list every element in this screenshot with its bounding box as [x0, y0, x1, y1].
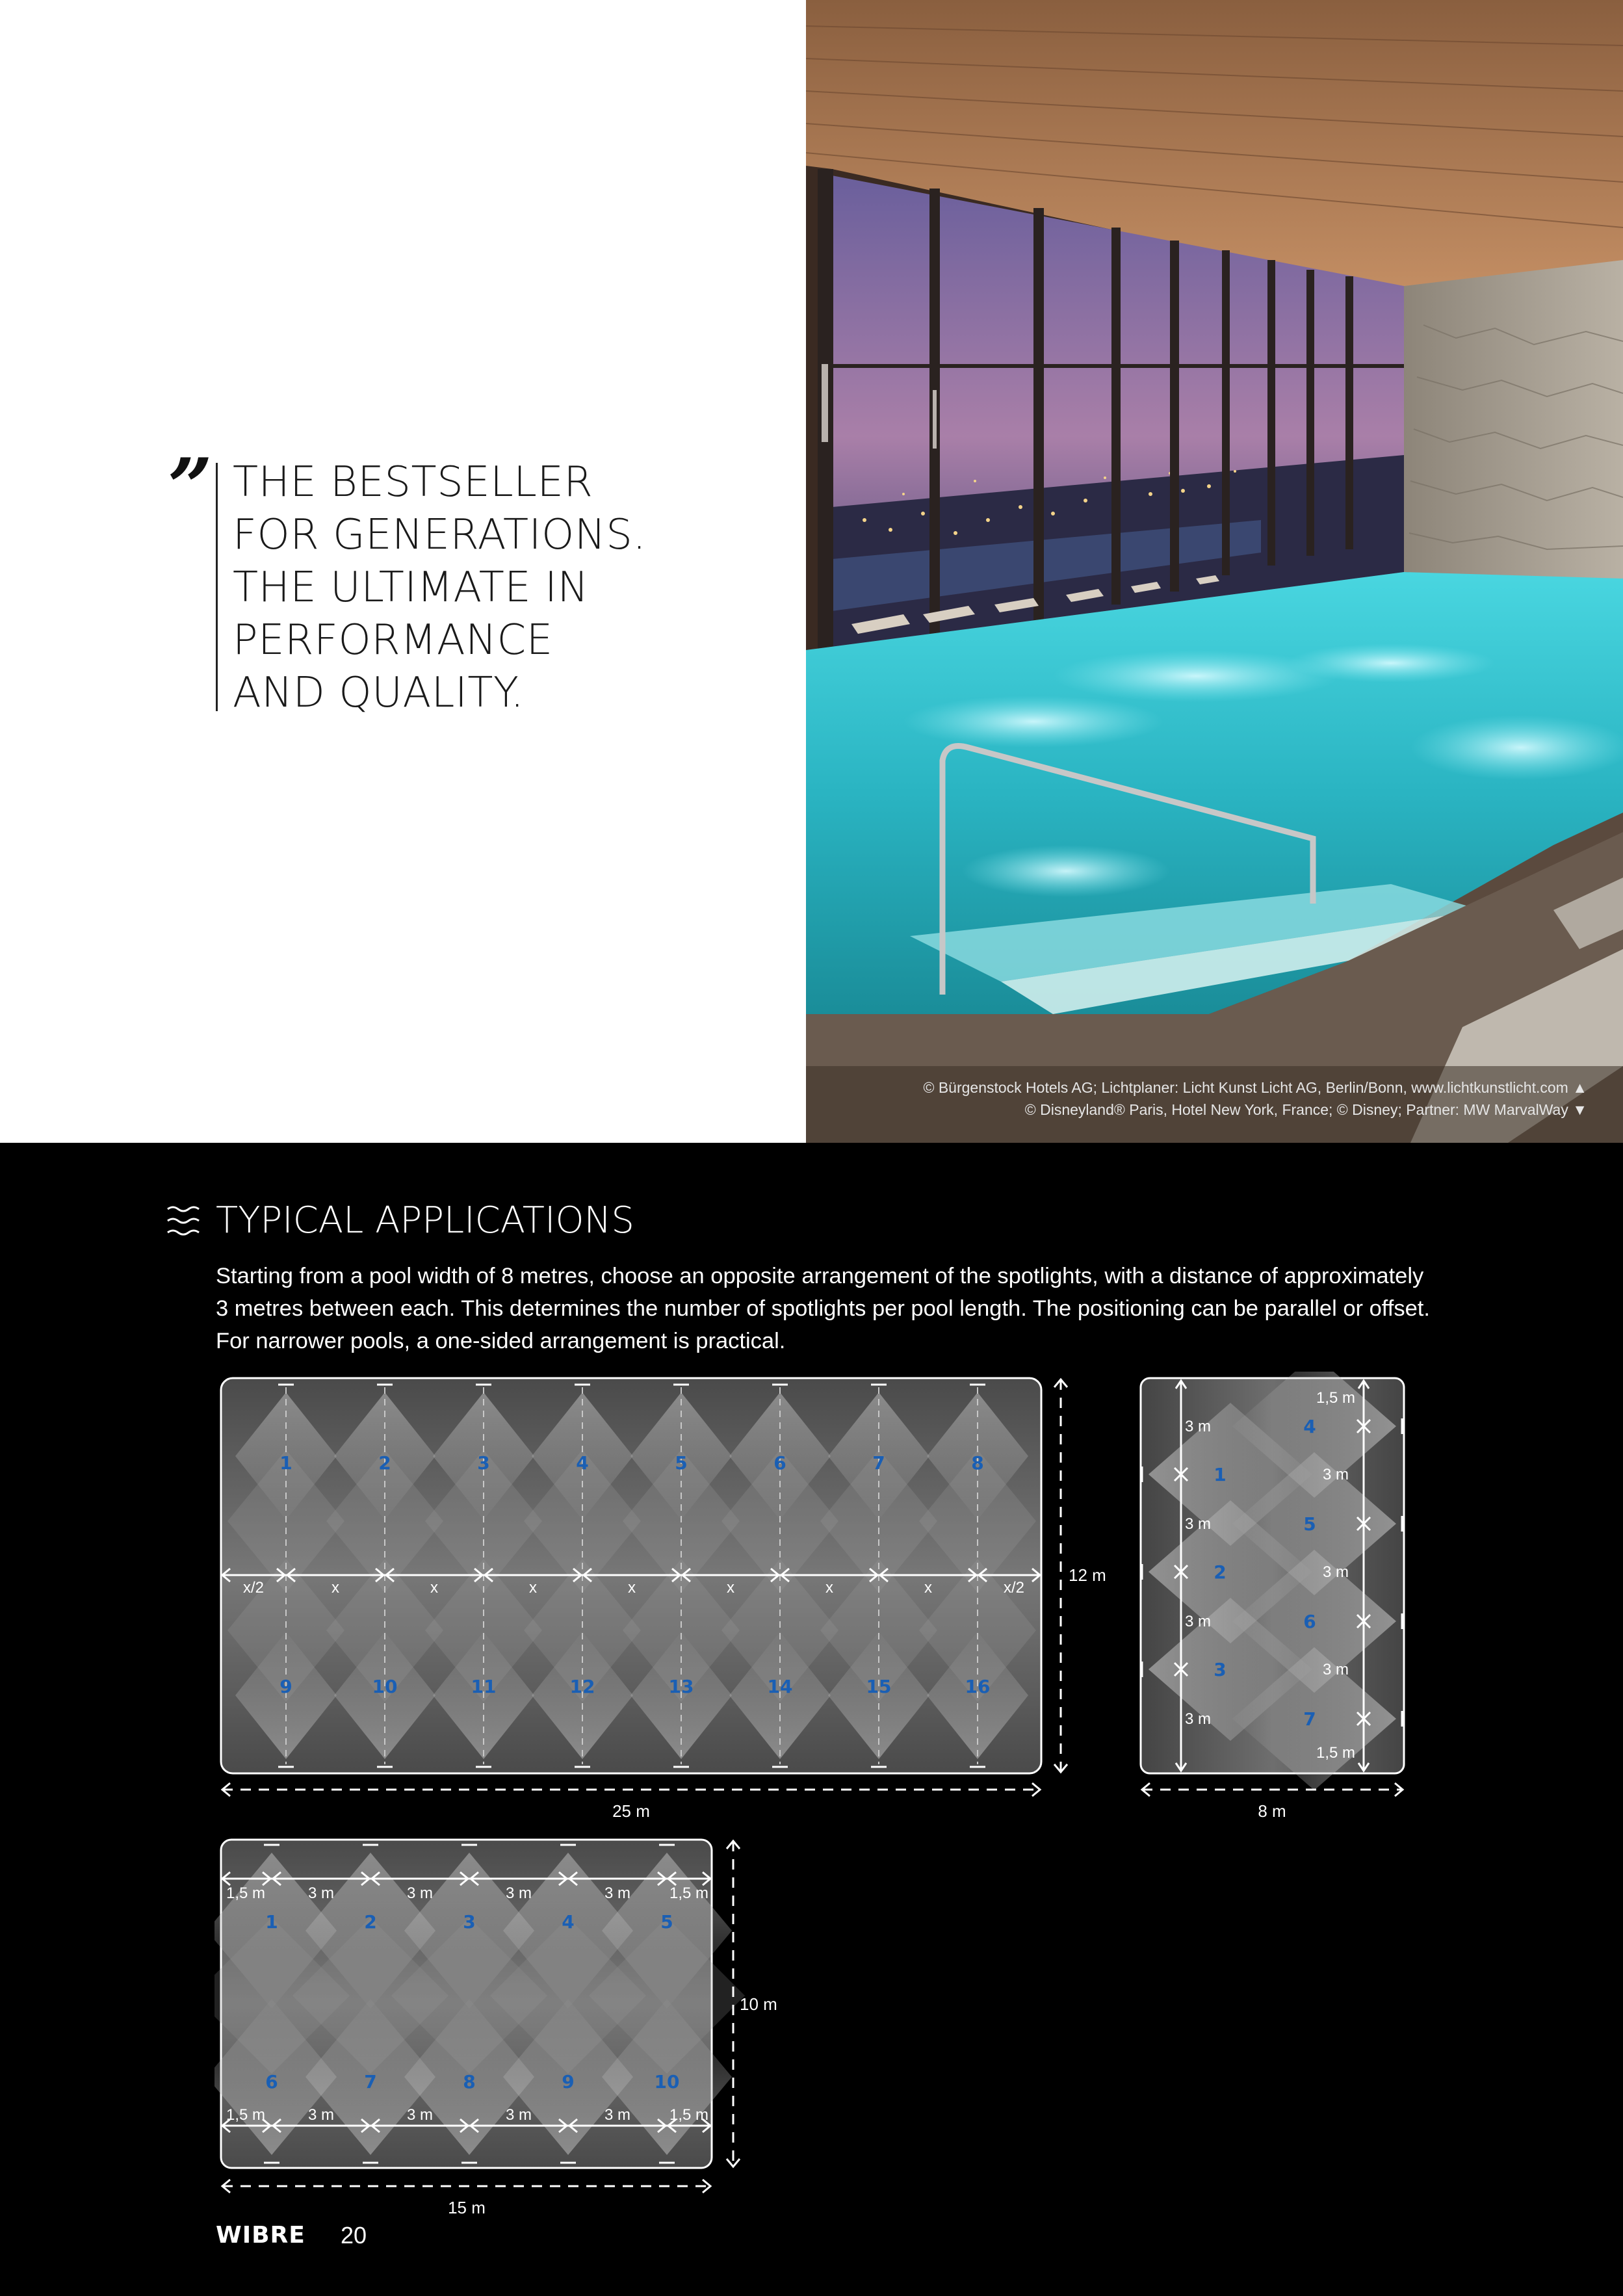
section-title: TYPICAL APPLICATIONS — [216, 1199, 634, 1242]
spacing-label: 3 m — [1184, 1418, 1212, 1435]
width-label-8m: 8 m — [1258, 1801, 1286, 1821]
spacing-label: x — [628, 1579, 636, 1597]
spacing-label: 3 m — [505, 2106, 532, 2124]
spotlight-number: 7 — [364, 2071, 377, 2093]
spotlight-number: 8 — [463, 2071, 476, 2093]
spotlight-number: 2 — [378, 1452, 391, 1474]
spacing-label: 1,5 m — [669, 1885, 709, 1902]
spacing-label: 3 m — [406, 1885, 434, 1902]
waves-icon — [166, 1204, 203, 1238]
spacing-label: 3 m — [604, 1885, 631, 1902]
width-label-25m: 25 m — [612, 1801, 650, 1821]
spacing-label: 1,5 m — [226, 2106, 266, 2124]
pool-diagram-25m — [214, 1372, 1124, 1827]
credit-line: © Bürgenstock Hotels AG; Lichtplaner: Licht Kunst Licht AG, Berlin/Bonn, www.lichtkunstlicht.com ▲ — [923, 1079, 1587, 1096]
spotlight-number: 2 — [364, 1911, 377, 1933]
spotlight-number: 4 — [562, 1911, 575, 1933]
spacing-label: 3 m — [505, 1885, 532, 1902]
spotlight-number: 10 — [372, 1676, 398, 1697]
spotlight-number: 2 — [1214, 1561, 1227, 1583]
spacing-label: x — [529, 1579, 537, 1597]
spotlight-number: 4 — [1303, 1416, 1316, 1437]
quote-line: PERFORMANCE — [233, 616, 553, 664]
spacing-label: 1,5 m — [669, 2106, 709, 2124]
pool-photo — [806, 0, 1623, 1143]
wibre-logo: WIBRE — [216, 2222, 305, 2249]
spotlight-number: 8 — [971, 1452, 984, 1474]
spacing-label: 3 m — [1322, 1466, 1349, 1483]
intro-paragraph — [216, 1260, 1477, 1357]
photo-credits — [923, 1076, 1587, 1121]
spotlight-number: 3 — [463, 1911, 476, 1933]
page-number: 20 — [341, 2222, 367, 2249]
spotlight-number: 13 — [668, 1676, 694, 1697]
credit-line: © Disneyland® Paris, Hotel New York, France; © Disney; Partner: MW MarvalWay ▼ — [1024, 1101, 1587, 1118]
spotlight-number: 9 — [562, 2071, 575, 2093]
spacing-label: 3 m — [307, 2106, 335, 2124]
width-label-15m: 15 m — [448, 2198, 486, 2217]
spacing-label: x — [825, 1579, 833, 1597]
intro-line: For narrower pools, a one-sided arrangement is practical. — [216, 1329, 786, 1353]
spotlight-number: 9 — [279, 1676, 292, 1697]
quote-divider — [216, 463, 218, 711]
spotlight-number: 10 — [654, 2071, 680, 2093]
pool-diagram-15m — [214, 1833, 825, 2217]
spotlight-number: 6 — [773, 1452, 786, 1474]
quote-text — [233, 456, 646, 720]
spacing-label: x — [924, 1579, 932, 1597]
spotlight-number: 14 — [767, 1676, 793, 1697]
spotlight-number: 7 — [872, 1452, 885, 1474]
spacing-label: 3 m — [1322, 1563, 1349, 1581]
spotlight-number: 7 — [1303, 1708, 1316, 1730]
spacing-label: x/2 — [242, 1579, 265, 1597]
spotlight-number: 5 — [675, 1452, 688, 1474]
quote-line: AND QUALITY. — [233, 669, 525, 717]
quote-line: THE ULTIMATE IN — [233, 564, 589, 612]
spacing-label: 3 m — [406, 2106, 434, 2124]
spacing-label: x — [331, 1579, 339, 1597]
spacing-label: x/2 — [1003, 1579, 1025, 1597]
spacing-label: 1,5 m — [226, 1885, 266, 1902]
spotlight-number: 5 — [1303, 1513, 1316, 1535]
height-label-12m: 12 m — [1069, 1565, 1106, 1585]
intro-line: 3 metres between each. This determines the number of spotlights per pool length. The positioning can be parallel or offset. — [216, 1296, 1430, 1321]
spotlight-number: 6 — [1303, 1611, 1316, 1632]
spotlight-number: 1 — [265, 1911, 278, 1933]
spacing-label: x — [727, 1579, 734, 1597]
quote-mark: ” — [168, 441, 213, 533]
spacing-label: 1,5 m — [1316, 1389, 1356, 1407]
spacing-label: 3 m — [1184, 1710, 1212, 1728]
quote-line: THE BESTSELLER — [233, 458, 593, 506]
spacing-label: 3 m — [604, 2106, 631, 2124]
spotlight-number: 6 — [265, 2071, 278, 2093]
spotlight-number: 5 — [660, 1911, 673, 1933]
quote-line: FOR GENERATIONS. — [233, 511, 647, 559]
spotlight-number: 1 — [1214, 1464, 1227, 1485]
spotlight-number: 15 — [866, 1676, 892, 1697]
spotlight-number: 12 — [569, 1676, 595, 1697]
spotlight-number: 3 — [1214, 1659, 1227, 1680]
spacing-label: x — [430, 1579, 438, 1597]
spotlight-number: 11 — [471, 1676, 497, 1697]
spacing-label: 3 m — [1322, 1661, 1349, 1678]
spacing-label: 1,5 m — [1316, 1744, 1356, 1762]
spotlight-number: 16 — [965, 1676, 991, 1697]
spotlight-number: 1 — [279, 1452, 292, 1474]
spacing-label: 3 m — [1184, 1613, 1212, 1630]
spotlight-number: 3 — [477, 1452, 490, 1474]
height-label-10m: 10 m — [740, 1994, 777, 2014]
spacing-label: 3 m — [307, 1885, 335, 1902]
pool-diagram-8m — [1134, 1372, 1420, 1827]
intro-line: Starting from a pool width of 8 metres, choose an opposite arrangement of the spotlights, with a distance of approximately — [216, 1264, 1424, 1288]
spotlight-number: 4 — [576, 1452, 589, 1474]
spacing-label: 3 m — [1184, 1515, 1212, 1533]
